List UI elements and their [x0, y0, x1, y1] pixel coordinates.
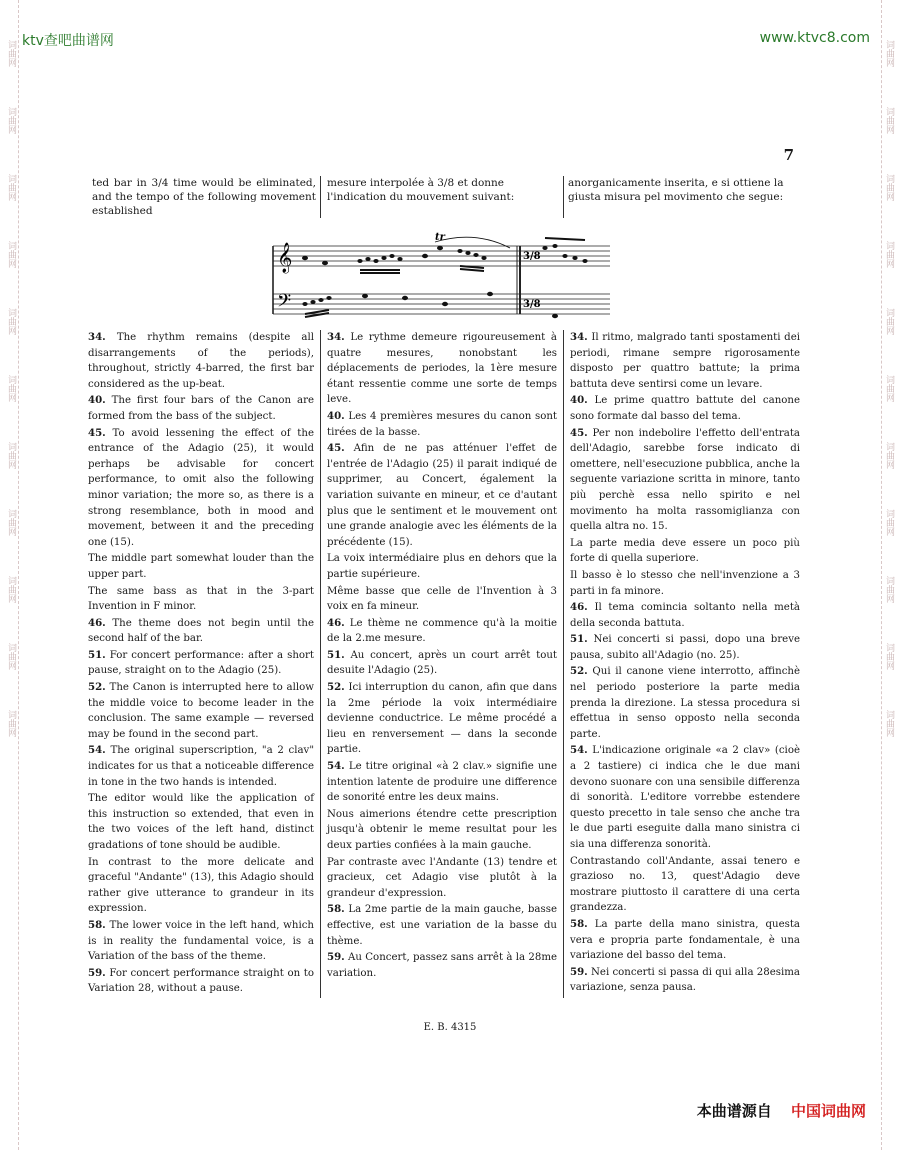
note-number: 45.: [88, 426, 106, 439]
note-paragraph: [570, 743, 800, 852]
note-text: The same bass as that in the 3-part Invention in F minor.: [88, 585, 314, 613]
note-text: The lower voice in the left hand, which is in reality the fundamental voice, is a Variation of the bass of the theme.: [88, 919, 314, 963]
note-text: Le prime quattro battute del canone sono formate dal basso del tema.: [570, 395, 800, 422]
note-number: 45.: [327, 442, 345, 455]
note-paragraph: [327, 807, 557, 854]
note-paragraph: [327, 855, 557, 902]
watermark-bottom: [697, 1100, 866, 1121]
note-paragraph: [88, 680, 314, 742]
note-paragraph: [570, 965, 800, 996]
note-paragraph: [570, 426, 800, 535]
note-number: 52.: [570, 665, 588, 678]
treble-clef-icon: 𝄞: [277, 243, 293, 273]
note-text: The original superscription, "a 2 clav" indicates for us that a noticeable difference in tone in the two hands is intended.: [88, 745, 314, 788]
note-text: La voix intermédiaire plus en dehors que la partie supérieure.: [327, 553, 557, 580]
note-text: Qui il canone viene interrotto, affinchè nel periodo posteriore la parte media prenda la direzione. La stessa procedura si effettua in senso opposto nella seconda parte.: [570, 666, 800, 740]
note-paragraph: [570, 917, 800, 964]
note-paragraph: [327, 680, 557, 758]
note-text: Le thème ne commence qu'à la moitie de la 2.me mesure.: [327, 617, 557, 645]
treble-notes: [302, 244, 588, 265]
note-number: 54.: [570, 744, 588, 757]
side-watermark: 词曲网: [884, 40, 894, 67]
note-number: 40.: [570, 394, 588, 407]
note-paragraph: [88, 551, 314, 582]
watermark-bottom-source: 本曲谱源自: [696, 1102, 772, 1120]
side-watermark: 词曲网: [6, 576, 16, 603]
side-watermark: 词曲网: [884, 710, 894, 737]
note-text: Les 4 premières mesures du canon sont tirées de la basse.: [327, 410, 557, 438]
side-watermark-strip-left: [4, 0, 19, 1150]
note-text: Au Concert, passez sans arrêt à la 28me variation.: [327, 952, 558, 979]
side-watermark: 词曲网: [6, 710, 16, 737]
note-number: 45.: [570, 426, 588, 439]
side-watermark: 词曲网: [6, 442, 16, 469]
side-watermark: 词曲网: [884, 509, 894, 536]
note-text: The editor would like the application of this instruction so extended, that even in the two voices of the left hand, distinct gradations of tone should be audible.: [88, 793, 314, 851]
side-watermark-strip-right: [881, 0, 896, 1150]
note-text: The first four bars of the Canon are formed from the bass of the subject.: [88, 395, 314, 422]
music-excerpt: [265, 232, 615, 324]
note-paragraph: [570, 330, 800, 392]
note-number: 46.: [327, 616, 345, 629]
note-paragraph: [88, 616, 314, 647]
note-paragraph: [570, 600, 800, 631]
note-text: Au concert, après un court arrêt tout desuite l'Adagio (25).: [327, 649, 557, 677]
note-text: Il tema comincia soltanto nella metà della seconda battuta.: [570, 602, 800, 629]
note-text: The rhythm remains (despite all disarrangements of the periods), throughout, strictly 4-barred, the first bar considered as the up-beat.: [88, 332, 314, 390]
note-text: L'indicazione originale «a 2 clav» (cioè a 2 tastiere) ci indica che le due mani devono suonare con una sensibile differenza di sonorità. L'editore vorrebbe estendere questo precetto in tale senso che anche tra le due parti eseguite dalla mano sinistra ci sia una differenza sonorità.: [570, 745, 800, 850]
side-watermark: 词曲网: [884, 308, 894, 335]
side-watermark: 词曲网: [6, 241, 16, 268]
italian-column: [564, 330, 800, 998]
note-number: 58.: [88, 918, 106, 931]
side-watermark: 词曲网: [884, 174, 894, 201]
note-number: 46.: [88, 616, 106, 629]
note-number: 54.: [327, 760, 345, 773]
note-text: Par contraste avec l'Andante (13) tendre et gracieux, cet Adagio vise plutôt à la grandeur d'expression.: [327, 856, 557, 899]
side-watermark: 词曲网: [6, 107, 16, 134]
note-number: 34.: [570, 331, 588, 343]
side-watermark: 词曲网: [884, 375, 894, 402]
watermark-bottom-site: 中国词曲网: [790, 1102, 866, 1120]
time-signature: 3/8: [523, 299, 541, 310]
side-watermark: 词曲网: [6, 375, 16, 402]
side-watermark: 词曲网: [6, 308, 16, 335]
intro-french: mesure interpolée à 3/8 et donne l'indication du mouvement suivant:: [320, 176, 564, 218]
note-number: 59.: [570, 965, 588, 978]
note-number: 51.: [327, 648, 345, 661]
note-paragraph: [88, 743, 314, 790]
note-text: Nous aimerions étendre cette prescription jusqu'à obtenir le meme resultat pour les deux parties confiées à la main gauche.: [327, 808, 557, 851]
note-number: 54.: [88, 744, 106, 757]
edition-code: E. B. 4315: [423, 1022, 477, 1033]
note-text: The middle part somewhat louder than the upper part.: [88, 553, 314, 580]
note-paragraph: [327, 409, 557, 440]
page-number: 7: [783, 146, 794, 164]
note-text: La parte della mano sinistra, questa vera e propria parte fondamentale, è una variazione del basso del tema.: [570, 918, 800, 962]
note-paragraph: [570, 536, 800, 567]
note-paragraph: [88, 330, 314, 392]
side-watermark: 词曲网: [884, 241, 894, 268]
note-text: Ici interruption du canon, afin que dans la 2me période la voix intermédiaire devienne conductrice. Le même procédé a lieu en renversement — dans la seconde partie.: [327, 682, 557, 756]
note-number: 58.: [327, 903, 345, 916]
note-paragraph: [327, 616, 557, 647]
side-watermark: 词曲网: [884, 442, 894, 469]
note-paragraph: [88, 966, 314, 997]
note-text: Nei concerti si passi, dopo una breve pausa, subito all'Adagio (no. 25).: [570, 634, 800, 661]
note-text: Même basse que celle de l'Invention à 3 voix en fa mineur.: [327, 585, 557, 613]
side-watermark: 词曲网: [6, 509, 16, 536]
note-paragraph: [327, 441, 557, 550]
note-number: 59.: [88, 966, 106, 979]
note-text: The theme does not begin until the second half of the bar.: [88, 617, 314, 645]
note-paragraph: [88, 648, 314, 679]
note-number: 34.: [88, 331, 106, 343]
watermark-top-left: ktv查吧曲谱网: [22, 33, 114, 49]
note-text: Le rythme demeure rigoureusement à quatre mesures, nonobstant les déplacements de periodes, la 1ère mesure étant ressentie comme une sorte de temps leve.: [327, 332, 557, 406]
bass-beams: [305, 310, 329, 317]
note-paragraph: [570, 664, 800, 742]
trill-mark: tr: [435, 232, 445, 243]
note-text: To avoid lessening the effect of the entrance of the Adagio (25), it would perhaps be advisable for concert performance, to omit also the following minor variation; the more so, as there is a strong resemblance, both in mood and movement, between it and the preceding one (15).: [88, 427, 314, 548]
note-number: 58.: [570, 917, 588, 930]
note-paragraph: [327, 902, 557, 949]
note-paragraph: [327, 584, 557, 615]
note-text: The Canon is interrupted here to allow the middle voice to become leader in the conclusion. The same example — reversed may be found in the second part.: [88, 682, 314, 740]
intro-italian: anorganicamente inserita, e si ottiene la giusta misura pel movimento che segue:: [568, 177, 784, 203]
note-text: For concert performance: after a short pause, straight on to the Adagio (25).: [88, 649, 314, 677]
side-watermark: 词曲网: [884, 107, 894, 134]
note-number: 40.: [88, 394, 106, 407]
note-paragraph: [88, 426, 314, 551]
note-text: Le titre original «à 2 clav.» signifie une intention latente de produire une difference de sonorité entre les deux mains.: [327, 761, 557, 804]
note-paragraph: [88, 584, 314, 615]
side-watermark: 词曲网: [6, 643, 16, 670]
commentary-columns: [88, 330, 800, 998]
note-text: Nei concerti si passa di qui alla 28esima variazione, senza pausa.: [570, 966, 800, 994]
note-text: Afin de ne pas atténuer l'effet de l'entrée de l'Adagio (25) il parait indiqué de supprimer, au Concert, également la variation suivante en mineur, et ce d'autant plus que le sentiment et le mouvement ont une grande analogie avec les éléments de la précédente (15).: [327, 443, 557, 548]
note-text: For concert performance straight on to Variation 28, without a pause.: [88, 967, 314, 995]
note-paragraph: [570, 632, 800, 663]
side-watermark: 词曲网: [884, 643, 894, 670]
note-number: 52.: [88, 681, 106, 694]
side-watermark: 词曲网: [6, 40, 16, 67]
intro-row: [88, 176, 800, 218]
intro-english: ted bar in 3/4 time would be eliminated, and the tempo of the following movement established: [92, 177, 316, 217]
note-paragraph: [327, 551, 557, 582]
note-text: La parte media deve essere un poco più forte di quella superiore.: [570, 537, 800, 565]
note-text: Contrastando coll'Andante, assai tenero e grazioso no. 13, quest'Adagio deve mostrare piuttosto il carattere di una certa grandezza.: [570, 855, 800, 914]
note-paragraph: [88, 918, 314, 965]
note-text: Per non indebolire l'effetto dell'entrata dell'Adagio, sarebbe forse indicato di omettere, nell'esecuzione pubblica, anche la seguente variazione scritta in minore, tanto più perchè essa nello spirito e nel movimento ha molta rassomiglianza con quella altra no. 15.: [570, 427, 800, 533]
note-paragraph: [88, 855, 314, 917]
note-paragraph: [570, 854, 800, 916]
note-paragraph: [88, 393, 314, 424]
note-paragraph: [88, 791, 314, 853]
note-paragraph: [570, 393, 800, 424]
note-paragraph: [327, 950, 557, 981]
note-text: La 2me partie de la main gauche, basse effective, est une variation de la basse du thème.: [327, 904, 557, 947]
note-number: 34.: [327, 331, 345, 343]
note-number: 40.: [327, 409, 345, 422]
watermark-top-right: www.ktvc8.com: [759, 30, 870, 46]
note-text: In contrast to the more delicate and graceful "Andante" (13), this Adagio should rather give utterance to grandeur in its expression.: [88, 856, 314, 915]
note-number: 51.: [570, 633, 588, 646]
side-watermark: 词曲网: [884, 576, 894, 603]
time-signature: 3/8: [523, 251, 541, 262]
note-text: Il ritmo, malgrado tanti spostamenti dei periodi, rimane sempre rigorosamente disposto per quattro battute; la prima battuta deve sentirsi come un levare.: [570, 332, 800, 390]
side-watermark: 词曲网: [6, 174, 16, 201]
note-number: 46.: [570, 601, 588, 614]
note-number: 52.: [327, 681, 345, 694]
note-number: 51.: [88, 648, 106, 661]
french-column: [320, 330, 564, 998]
note-paragraph: [327, 648, 557, 679]
note-paragraph: [327, 330, 557, 408]
note-paragraph: [570, 568, 800, 599]
note-text: Il basso è lo stesso che nell'invenzione a 3 parti in fa minore.: [570, 569, 800, 597]
note-paragraph: [327, 759, 557, 806]
bass-clef-icon: 𝄢: [277, 291, 292, 316]
english-column: [88, 330, 320, 998]
note-number: 59.: [327, 951, 345, 964]
